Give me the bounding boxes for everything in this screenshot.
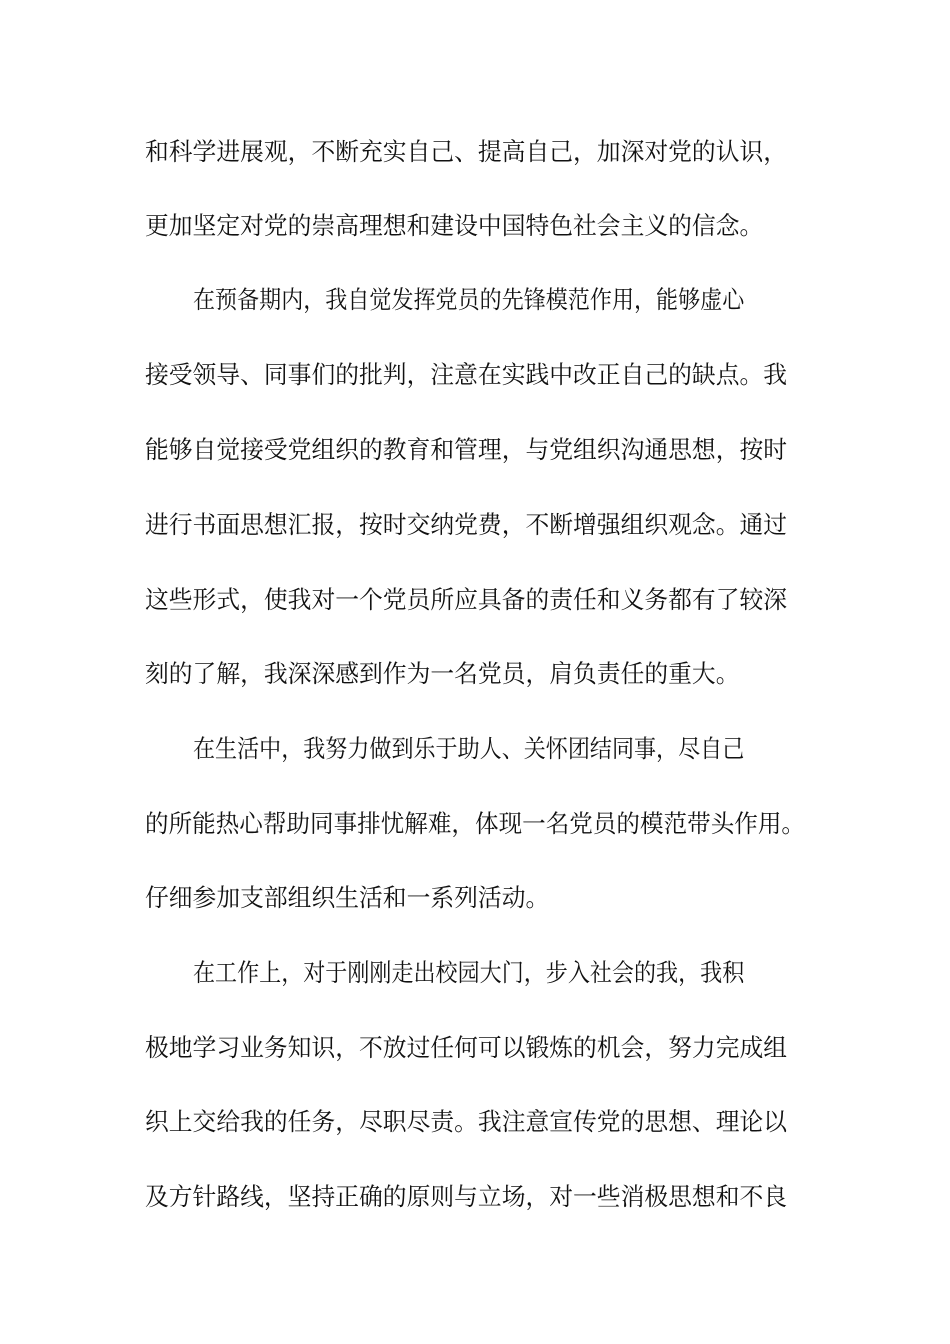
paragraph-start-line: 在工作上，对于刚刚走出校园大门，步入社会的我，我积 bbox=[193, 958, 745, 987]
text-line: 能够自觉接受党组织的教育和管理，与党组织沟通思想，按时 bbox=[145, 435, 788, 464]
text-line: 接受领导、同事们的批判，注意在实践中改正自己的缺点。我 bbox=[145, 360, 788, 389]
text-line: 的所能热心帮助同事排忧解难，体现一名党员的模范带头作用。 bbox=[145, 809, 805, 838]
text-line: 这些形式，使我对一个党员所应具备的责任和义务都有了较深 bbox=[145, 585, 788, 614]
text-line: 进行书面思想汇报，按时交纳党费，不断增强组织观念。通过 bbox=[145, 510, 788, 539]
text-line: 及方针路线，坚持正确的原则与立场，对一些消极思想和不良 bbox=[145, 1182, 788, 1211]
text-line: 刻的了解，我深深感到作为一名党员，肩负责任的重大。 bbox=[145, 659, 740, 688]
text-line: 织上交给我的任务，尽职尽责。我注意宣传党的思想、理论以 bbox=[145, 1107, 788, 1136]
text-line: 仔细参加支部组织生活和一系列活动。 bbox=[145, 883, 550, 912]
paragraph-start-line: 在生活中，我努力做到乐于助人、关怀团结同事，尽自己 bbox=[193, 734, 745, 763]
text-line: 更加坚定对党的崇高理想和建设中国特色社会主义的信念。 bbox=[145, 211, 764, 240]
text-line: 和科学进展观，不断充实自己、提高自己，加深对党的认识， bbox=[145, 137, 788, 166]
paragraph-start-line: 在预备期内，我自觉发挥党员的先锋模范作用，能够虚心 bbox=[193, 285, 745, 314]
text-line: 极地学习业务知识，不放过任何可以锻炼的机会，努力完成组 bbox=[145, 1033, 788, 1062]
